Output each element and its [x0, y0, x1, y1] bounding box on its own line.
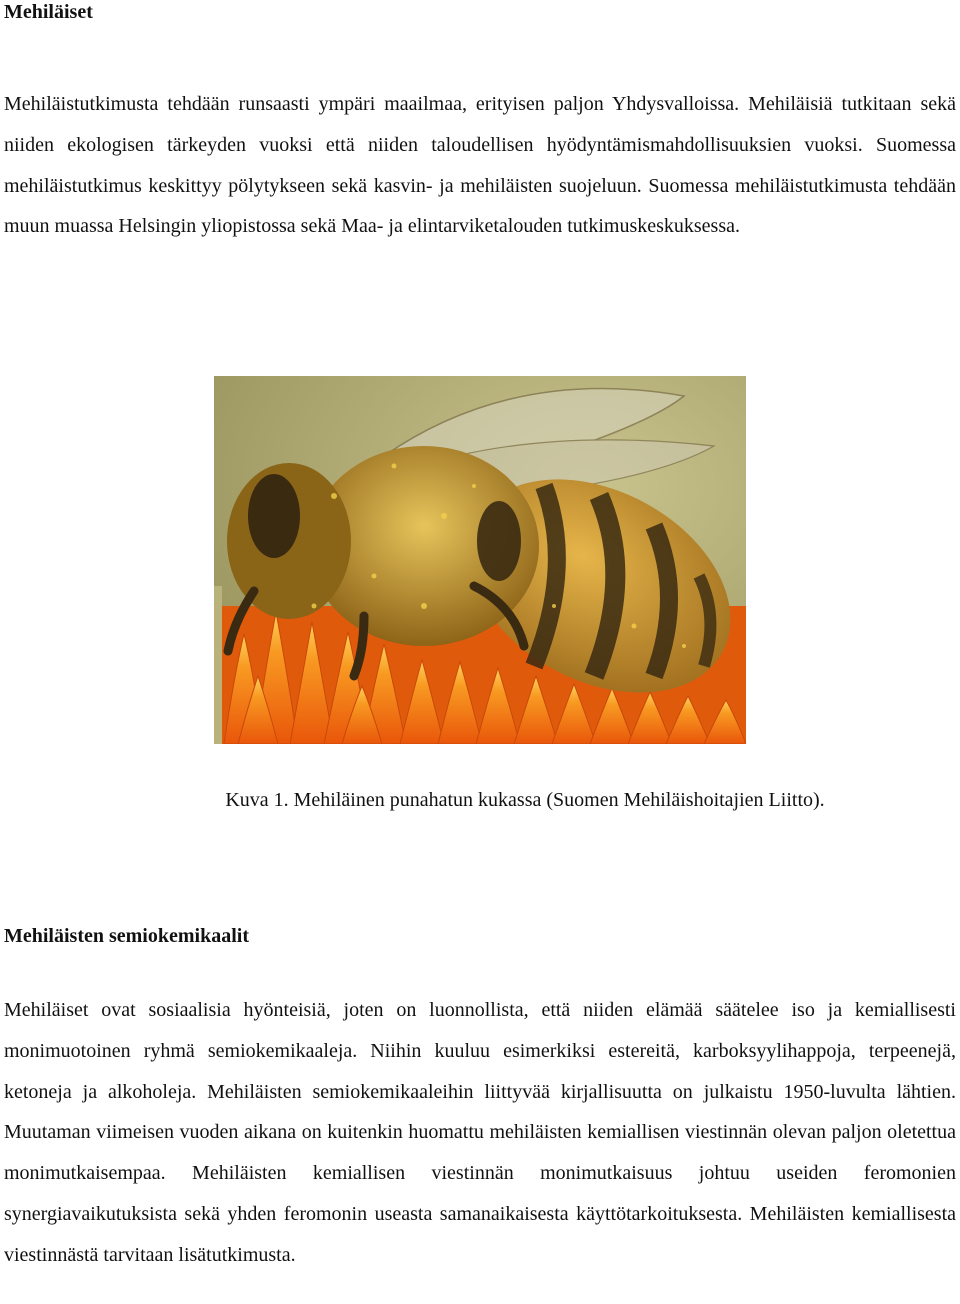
- bee-eye: [248, 474, 300, 558]
- bee-photo: [214, 376, 746, 744]
- figure-caption: Kuva 1. Mehiläinen punahatun kukassa (Suomen Mehiläishoitajien Liitto).: [225, 789, 825, 811]
- page-title: Mehiläiset: [4, 1, 93, 23]
- section-heading: Mehiläisten semiokemikaalit: [4, 925, 249, 947]
- section-paragraph: Mehiläiset ovat sosiaalisia hyönteisiä, joten on luonnollista, että niiden elämää säätelee iso ja kemiallisesti monimuotoinen ryhmä semiokemikaaleja. Niihin kuuluu esimerkiksi estereitä, karboksyylihappoja, terpeenejä, ketoneja ja alkoholeja. Mehiläisten semiokemikaaleihin liittyvää kirjallisuutta on julkaistu 1950-luvulta lähtien. Muutaman viimeisen vuoden aikana on kuitenkin huomattu mehiläisten kemiallisen viestinnän olevan paljon oletettua monimutkaisempaa. Mehiläisten kemiallisen viestinnän monimutkaisuus johtuu useiden feromonien synergiavaikutuksista sekä yhden feromonin useasta samanaikaisesta käyttötarkoituksesta. Mehiläisten kemiallisesta viestinnästä tarvitaan lisätutkimusta.: [4, 999, 956, 1266]
- intro-paragraph: Mehiläistutkimusta tehdään runsaasti ympäri maailmaa, erityisen paljon Yhdysvalloissa. Mehiläisiä tutkitaan sekä niiden ekologisen tärkeyden vuoksi että niiden taloudellisen hyödyntämismahdollisuuksien vuoksi. Suomessa mehiläistutkimus keskittyy pölytykseen sekä kasvin- ja mehiläisten suojeluun. Suomessa mehiläistutkimusta tehdään muun muassa Helsingin yliopistossa sekä Maa- ja elintarviketalouden tutkimuskeskuksessa.: [4, 93, 956, 238]
